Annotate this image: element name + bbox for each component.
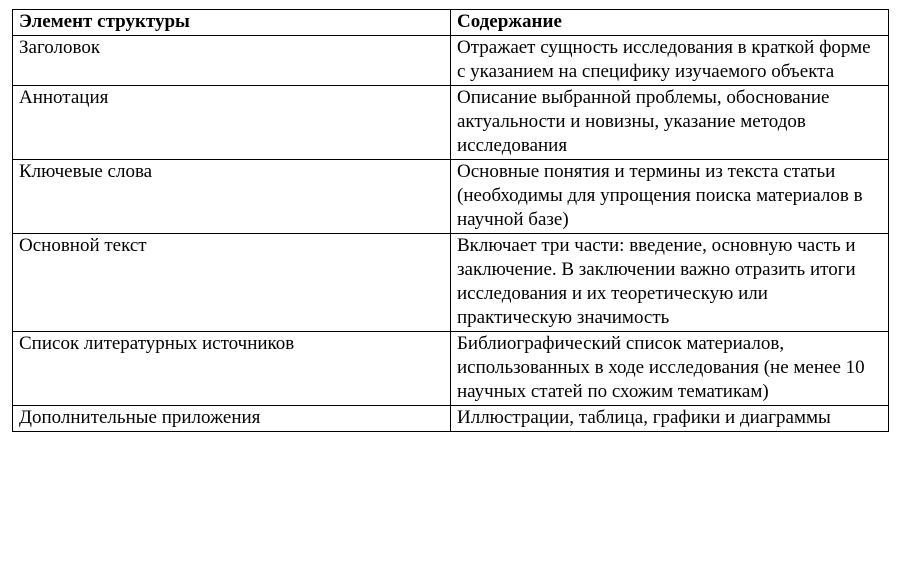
table-row (13, 86, 889, 160)
cell-element: Основной текст (13, 234, 451, 332)
table-row (13, 36, 889, 86)
cell-element: Заголовок (13, 36, 451, 86)
header-content: Содержание (451, 10, 889, 36)
cell-element: Ключевые слова (13, 160, 451, 234)
cell-content: Иллюстрации, таблица, графики и диаграммы (451, 406, 889, 432)
structure-table (12, 9, 889, 432)
header-element: Элемент структуры (13, 10, 451, 36)
table-row (13, 406, 889, 432)
cell-element: Дополнительные приложения (13, 406, 451, 432)
cell-content: Описание выбранной проблемы, обоснование актуальности и новизны, указание методов исследования (451, 86, 889, 160)
cell-element: Аннотация (13, 86, 451, 160)
cell-content: Отражает сущность исследования в краткой форме с указанием на специфику изучаемого объекта (451, 36, 889, 86)
cell-content: Включает три части: введение, основную часть и заключение. В заключении важно отразить итоги исследования и их теоретическую или практическую значимость (451, 234, 889, 332)
cell-content: Библиографический список материалов, использованных в ходе исследования (не менее 10 научных статей по схожим тематикам) (451, 332, 889, 406)
cell-element: Список литературных источников (13, 332, 451, 406)
table-row (13, 234, 889, 332)
cell-content: Основные понятия и термины из текста статьи (необходимы для упрощения поиска материалов в научной базе) (451, 160, 889, 234)
table-header-row (13, 10, 889, 36)
table-row (13, 332, 889, 406)
table-row (13, 160, 889, 234)
